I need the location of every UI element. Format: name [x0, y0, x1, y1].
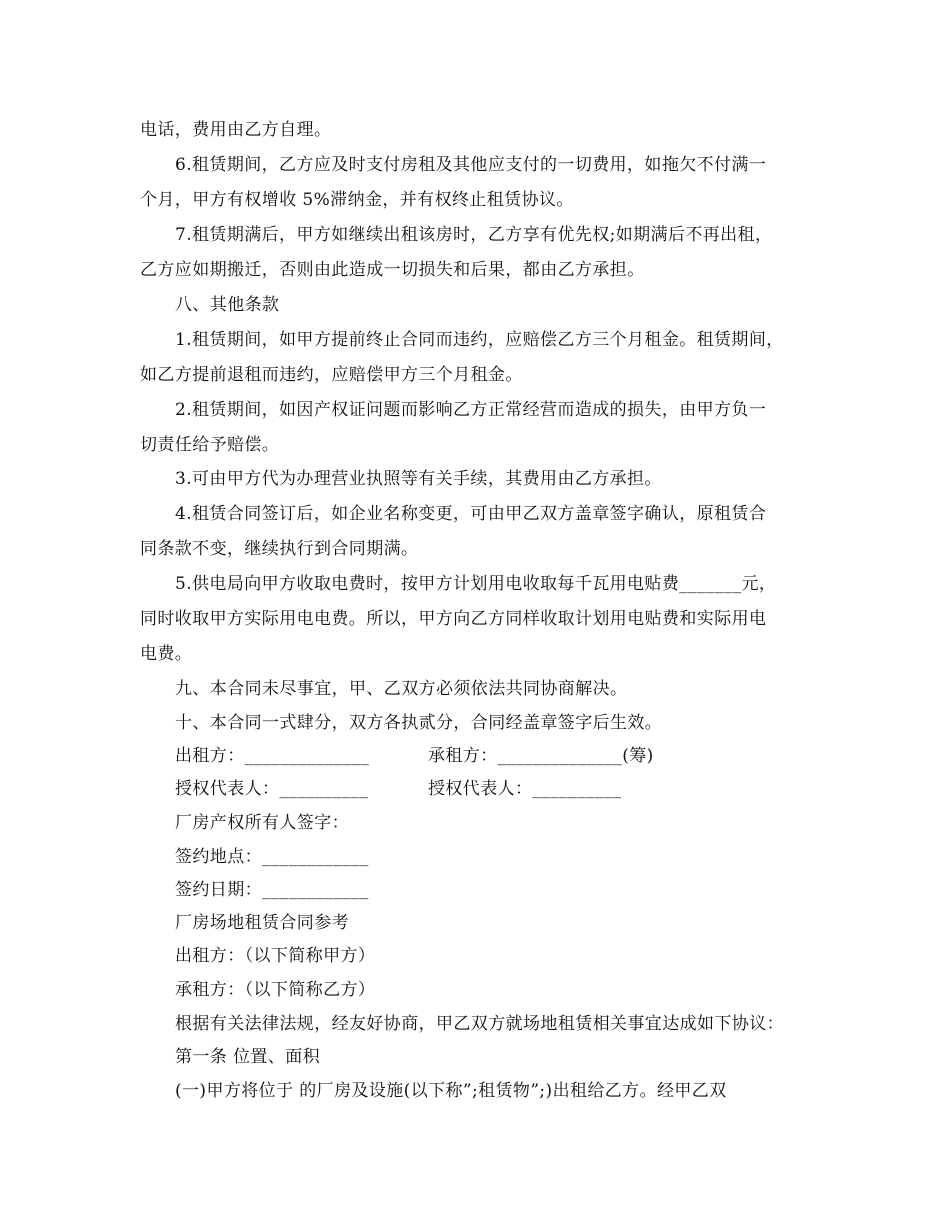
- clause-7-line-2: 乙方应如期搬迁，否则由此造成一切损失和后果，都由乙方承担。: [140, 260, 645, 280]
- signing-date-field: 签约日期：____________: [175, 880, 369, 900]
- other-clause-4-line-1: 4.租赁合同签订后，如企业名称变更，可由甲乙双方盖章签字确认，原租赁合: [175, 504, 767, 524]
- other-clause-5-line-1: 5.供电局向甲方收取电费时，按甲方计划用电收取每千瓦用电贴费_______元，: [175, 574, 777, 594]
- other-clause-5-line-3: 电费。: [140, 644, 193, 664]
- other-clause-4-line-2: 同条款不变，继续执行到合同期满。: [140, 539, 419, 559]
- section-heading-other-terms: 八、其他条款: [175, 295, 280, 315]
- owner-signature-field: 厂房产权所有人签字：: [175, 813, 349, 833]
- lessee-representative-field: 授权代表人：__________: [428, 779, 622, 799]
- section-nine: 九、本合同未尽事宜，甲、乙双方必须依法共同协商解决。: [175, 679, 628, 699]
- other-clause-5-line-2: 同时收取甲方实际用电电费。所以，甲方向乙方同样收取计划用电贴费和实际用电: [140, 609, 767, 629]
- second-contract-title: 厂房场地租赁合同参考: [175, 913, 349, 933]
- second-lessor: 出租方：（以下简称甲方）: [175, 946, 376, 966]
- other-clause-2-line-2: 切责任给予赔偿。: [140, 435, 280, 455]
- section-ten: 十、本合同一式肆分，双方各执贰分，合同经盖章签字后生效。: [175, 713, 663, 733]
- lessor-representative-field: 授权代表人：__________: [175, 779, 369, 799]
- lessor-signature-field: 出租方：______________: [175, 746, 370, 766]
- second-lessee: 承租方：（以下简称乙方）: [175, 980, 376, 1000]
- other-clause-1-line-2: 如乙方提前退租而违约，应赔偿甲方三个月租金。: [140, 365, 523, 385]
- clause-7-line-1: 7.租赁期满后，甲方如继续出租该房时，乙方享有优先权;如期满后不再出租，: [175, 225, 773, 245]
- article-one-heading: 第一条 位置、面积: [175, 1047, 321, 1067]
- lessee-signature-field: 承租方：______________(筹): [428, 746, 654, 766]
- other-clause-1-line-1: 1.租赁期间，如甲方提前终止合同而违约，应赔偿乙方三个月租金。租赁期间，: [175, 330, 784, 350]
- other-clause-2-line-1: 2.租赁期间，如因产权证问题而影响乙方正常经营而造成的损失，由甲方负一: [175, 400, 767, 420]
- signing-place-field: 签约地点：____________: [175, 847, 369, 867]
- text-line: 电话，费用由乙方自理。: [140, 120, 332, 140]
- clause-6-line-2: 个月，甲方有权增收 5%滞纳金，并有权终止租赁协议。: [140, 190, 574, 210]
- second-intro: 根据有关法律法规，经友好协商，甲乙双方就场地租赁相关事宜达成如下协议：: [175, 1014, 784, 1034]
- article-one-clause-one: (一)甲方将位于 的厂房及设施(以下称”;租赁物”;)出租给乙方。经甲乙双: [175, 1081, 727, 1101]
- clause-6-line-1: 6.租赁期间，乙方应及时支付房租及其他应支付的一切费用，如拖欠不付满一: [175, 155, 767, 175]
- other-clause-3: 3.可由甲方代为办理营业执照等有关手续，其费用由乙方承担。: [175, 469, 662, 489]
